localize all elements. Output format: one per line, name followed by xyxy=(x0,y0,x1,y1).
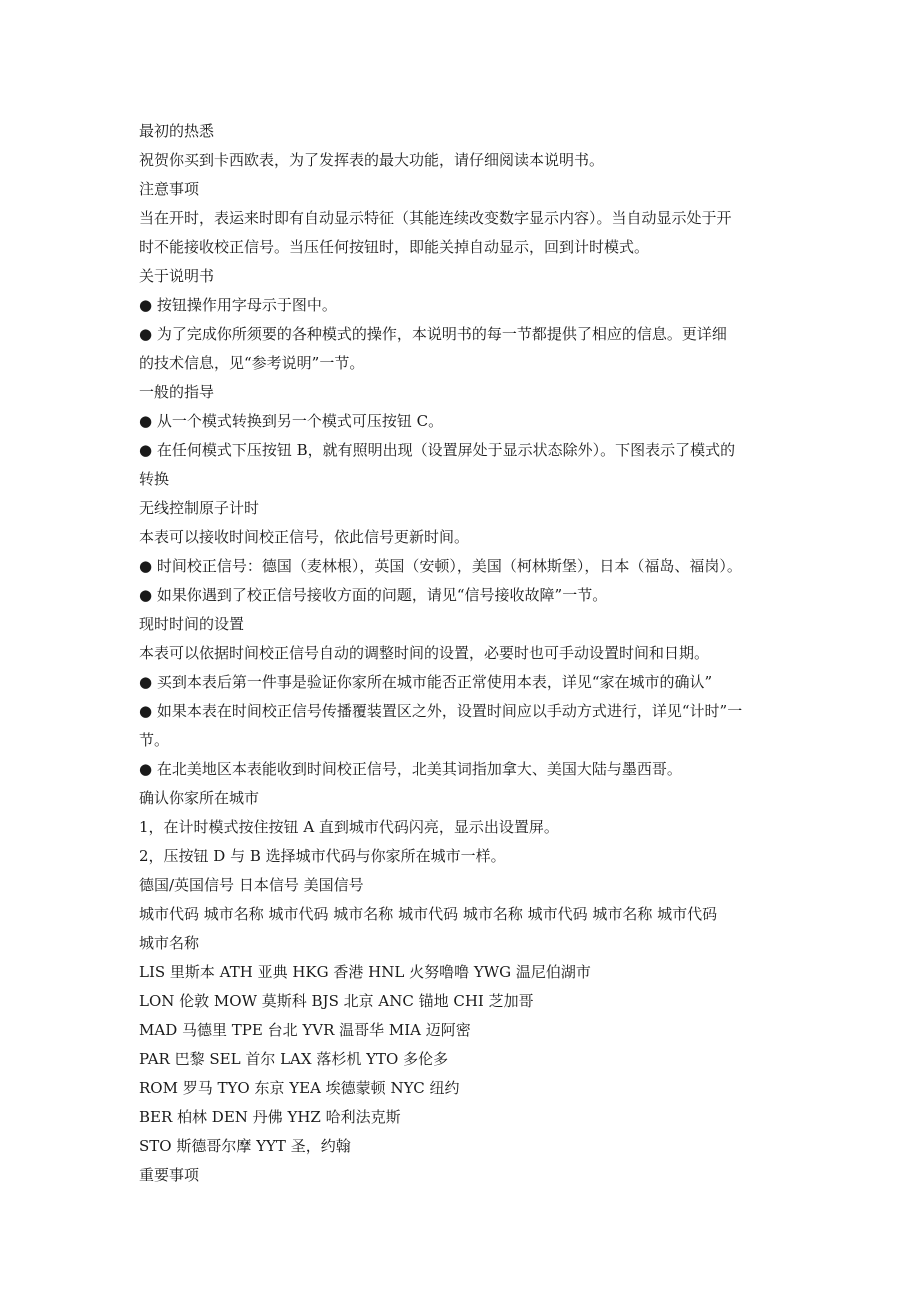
heading-first-familiarity: 最初的热悉 xyxy=(139,122,215,140)
bullet-sections-line-2: 的技术信息，见“参考说明”一节。 xyxy=(139,354,365,372)
heading-important: 重要事项 xyxy=(139,1166,200,1184)
paragraph-time-setting: 本表可以依据时间校正信号自动的调整时间的设置，必要时也可手动设置时间和日期。 xyxy=(139,644,710,662)
bullet-button-letters: ● 按钮操作用字母示于图中。 xyxy=(139,296,337,314)
bullet-signal-sources: ● 时间校正信号：德国（麦林根），英国（安顿），美国（柯林斯堡），日本（福岛、福岗）。 xyxy=(139,557,742,575)
paragraph-auto-display-line-2: 时不能接收校正信号。当压任何按钮时，即能关掉自动显示，回到计时模式。 xyxy=(139,238,650,256)
step-2: 2，压按钮 D 与 B 选择城市代码与你家所在城市一样。 xyxy=(139,847,506,865)
paragraph-radio-signal: 本表可以接收时间校正信号，依此信号更新时间。 xyxy=(139,528,470,546)
bullet-sections-line-1: ● 为了完成你所须要的各种模式的操作，本说明书的每一节都提供了相应的信息。更详细 xyxy=(139,325,727,343)
city-row-6: BER 柏林 DEN 丹佛 YHZ 哈利法克斯 xyxy=(139,1108,401,1126)
heading-general-guide: 一般的指导 xyxy=(139,383,215,401)
heading-radio-atomic: 无线控制原子计时 xyxy=(139,499,260,517)
bullet-mode-switch: ● 从一个模式转换到另一个模式可压按钮 C。 xyxy=(139,412,444,430)
signal-groups-row: 德国/英国信号 日本信号 美国信号 xyxy=(139,876,364,894)
heading-about-manual: 关于说明书 xyxy=(139,267,215,285)
bullet-north-america: ● 在北美地区本表能收到时间校正信号，北美其词指加拿大、美国大陆与墨西哥。 xyxy=(139,760,682,778)
bullet-manual-setting-line-1: ● 如果本表在时间校正信号传播覆装置区之外，设置时间应以手动方式进行，详见“计时”一 xyxy=(139,702,743,720)
document-body xyxy=(0,117,920,1190)
city-row-5: ROM 罗马 TYO 东京 YEA 埃德蒙顿 NYC 纽约 xyxy=(139,1079,460,1097)
step-1: 1，在计时模式按住按钮 A 直到城市代码闪亮，显示出设置屏。 xyxy=(139,818,559,836)
city-table-header-line-1: 城市代码 城市名称 城市代码 城市名称 城市代码 城市名称 城市代码 城市名称 城市代码 xyxy=(139,905,718,923)
city-row-2: LON 伦敦 MOW 莫斯科 BJS 北京 ANC 锚地 CHI 芝加哥 xyxy=(139,992,534,1010)
bullet-illumination-line-1: ● 在任何模式下压按钮 B，就有照明出现（设置屏处于显示状态除外）。下图表示了模式的 xyxy=(139,441,736,459)
bullet-illumination-line-2: 转换 xyxy=(139,470,170,488)
bullet-home-city-verify: ● 买到本表后第一件事是验证你家所在城市能否正常使用本表，详见“家在城市的确认” xyxy=(139,673,713,691)
bullet-manual-setting-line-2: 节。 xyxy=(139,731,170,749)
city-row-4: PAR 巴黎 SEL 首尔 LAX 落杉机 YTO 多伦多 xyxy=(139,1050,449,1068)
city-table-header-line-2: 城市名称 xyxy=(139,934,200,952)
city-row-7: STO 斯德哥尔摩 YYT 圣，约翰 xyxy=(139,1137,351,1155)
paragraph-intro: 祝贺你买到卡西欧表，为了发挥表的最大功能，请仔细阅读本说明书。 xyxy=(139,151,605,169)
city-row-3: MAD 马德里 TPE 台北 YVR 温哥华 MIA 迈阿密 xyxy=(139,1021,471,1039)
paragraph-auto-display-line-1: 当在开时，表运来时即有自动显示特征（其能连续改变数字显示内容）。当自动显示处于开 xyxy=(139,209,732,227)
heading-confirm-home-city: 确认你家所在城市 xyxy=(139,789,260,807)
heading-time-setting: 现时时间的设置 xyxy=(139,615,245,633)
bullet-signal-trouble: ● 如果你遇到了校正信号接收方面的问题，请见“信号接收故障”一节。 xyxy=(139,586,608,604)
city-row-1: LIS 里斯本 ATH 亚典 HKG 香港 HNL 火努噜噜 YWG 温尼伯湖市 xyxy=(139,963,591,981)
heading-notes: 注意事项 xyxy=(139,180,200,198)
